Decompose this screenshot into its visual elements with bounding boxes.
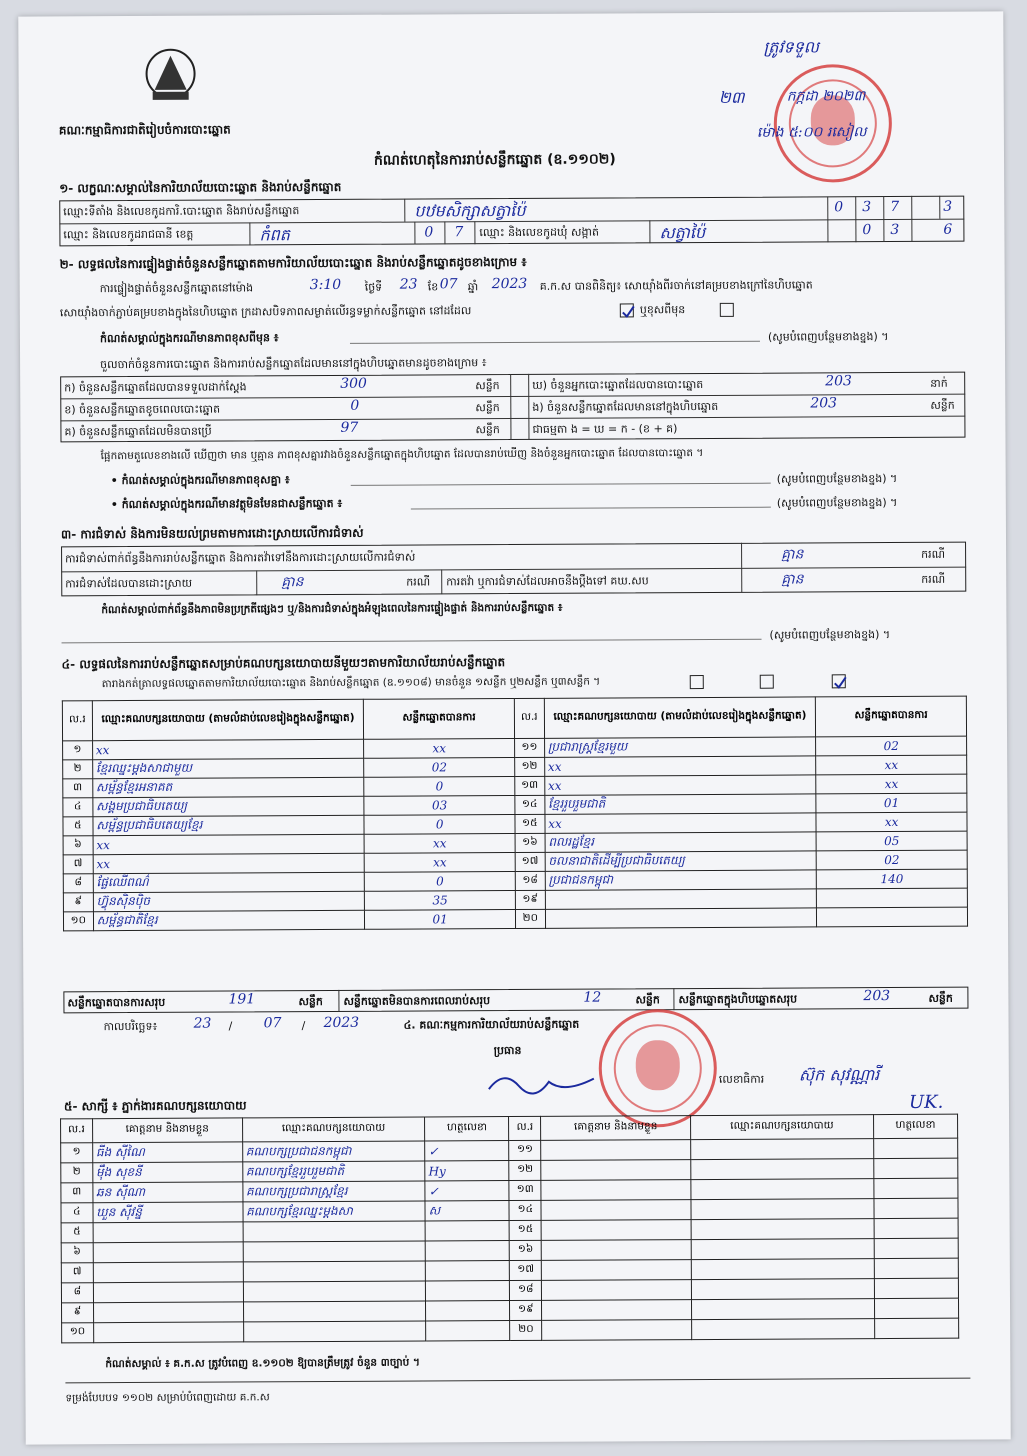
case-unit-2: ករណី	[406, 575, 431, 589]
totals-row	[63, 987, 968, 1014]
sheet-count-3[interactable]	[832, 674, 846, 688]
appeal-value: គ្មាន	[781, 571, 804, 588]
official-seal-bottom	[598, 1009, 717, 1128]
witness-col-no-l: ល.រ	[61, 1119, 93, 1143]
difference-note-suffix: (សូមបំពេញបន្ថែមខាងខ្នង) ។	[776, 471, 898, 486]
witness-signature	[874, 1298, 958, 1318]
witness-party	[243, 1221, 426, 1242]
witness-no: ២០	[510, 1320, 542, 1340]
witness-name	[93, 1242, 243, 1263]
verify-time: 3:10	[309, 276, 342, 294]
party-name: ចលនាជាតិដើម្បីប្រជាធិបតេយ្យ	[545, 851, 817, 871]
date-year: 2023	[323, 1014, 360, 1032]
party-name: ពលរដ្ឋខ្មែរ	[545, 832, 817, 852]
witness-no: ១៧	[510, 1260, 542, 1280]
witness-signature	[874, 1178, 958, 1198]
witness-signature	[426, 1281, 510, 1301]
results-col-votes-r: សន្លឹកឆ្នោតបានការ	[816, 696, 967, 737]
witness-name	[542, 1280, 692, 1301]
stamp-note-3: កក្កដា ២០២៣	[786, 88, 866, 105]
witness-signature: ✓	[425, 1181, 509, 1201]
party-no: ១៩	[515, 890, 545, 909]
location-value: បឋមសិក្សាសត្វាប៉ៃ	[414, 200, 526, 221]
witness-party	[691, 1239, 874, 1260]
party-name: ខ្មែររួបរួមជាតិ	[545, 794, 817, 814]
location-code-4: 3	[943, 198, 953, 215]
witness-party: គណបក្សខ្មែរឈ្នះម្តងសា	[243, 1201, 426, 1222]
witness-party	[691, 1179, 874, 1200]
party-name	[545, 908, 817, 928]
location-code-2: 3	[862, 199, 872, 216]
witness-no: ១៥	[510, 1220, 542, 1240]
witness-col-name-l: គោត្តនាម និងនាមខ្លួន	[92, 1118, 242, 1143]
form-title: កំណត់ហេតុនៃការរាប់សន្លឹកឆ្នោត (ឧ.១១០២)	[373, 151, 616, 169]
footnote: កំណត់សម្គាល់ ៖ គ.ក.ស ត្រូវបំពេញ ឧ.១១០២ ឱ្យបានត្រឹមត្រូវ ចំនួន ៣ច្បាប់ ។	[105, 1356, 420, 1371]
party-votes: 01	[365, 909, 516, 929]
witness-name	[541, 1240, 691, 1261]
party-name: ហ៊្វុនស៊ិនប៉ិច	[93, 891, 365, 911]
party-name: សង្គមប្រជាធិបតេយ្យ	[93, 796, 365, 816]
party-votes: xx	[364, 738, 515, 758]
chair-signature	[484, 1064, 604, 1105]
party-no: ៦	[63, 836, 93, 855]
witness-signature	[874, 1218, 958, 1238]
resolved-label: ការជំទាស់ដែលបានដោះស្រាយ	[65, 576, 193, 591]
results-row	[63, 907, 967, 931]
witness-party	[243, 1321, 426, 1342]
stamp-note-2: ២៣	[718, 87, 745, 107]
witness-party: គណបក្សប្រជារាស្ត្រខ្មែរ	[242, 1181, 425, 1202]
witness-party	[243, 1241, 426, 1262]
witness-col-name-r: គោត្តនាម និងនាមខ្លួន	[541, 1116, 691, 1141]
commune-value: សត្វាប៉ៃ	[659, 222, 706, 243]
case-unit-1: ករណី	[921, 547, 946, 561]
party-votes: 01	[816, 793, 967, 813]
party-no: ២០	[515, 909, 545, 928]
received-ballots-label: ក) ចំនួនសន្លឹកឆ្នោតដែលបានទទួលដាក់ស្តែង	[64, 380, 247, 395]
unit-ballot-1: សន្លឹក	[475, 379, 500, 393]
party-votes: 02	[364, 757, 515, 777]
witness-party	[691, 1259, 874, 1280]
witness-party	[243, 1301, 426, 1322]
location-code-3: 7	[890, 198, 900, 216]
witness-col-no-r: ល.រ	[509, 1116, 541, 1140]
results-col-party-r: ឈ្មោះគណបក្សនយោបាយ (តាមលំដាប់លេខរៀងក្នុងសន្លឹកឆ្នោត)	[544, 697, 816, 738]
witness-name	[93, 1302, 243, 1323]
witness-signature	[873, 1158, 957, 1178]
commune-code-1: 0	[862, 222, 872, 239]
party-no: ១៦	[515, 833, 545, 852]
witness-signature: ✓	[425, 1141, 509, 1161]
witness-party	[691, 1159, 874, 1180]
witness-name	[541, 1180, 691, 1201]
compare-text: ផ្អែកតាមតួលេខខាងលើ ឃើញថា មាន ឬគ្មាន ភាពខុសគ្នារវាងចំនួនសន្លឹកឆ្នោតក្នុងហិបឆ្នោត ដែលបានរាប់ឃើញ និងចំនួនអ្នកបោះឆ្នោត ដែលបានបោះឆ្នោត ។	[100, 447, 704, 463]
count-intro: ចួលចាក់ចំនួនការបោះឆ្នោត និងការរាប់សន្លឹកឆ្នោតដែលមាននៅក្នុងហិបឆ្នោតមានដូចខាងក្រោម ៖	[100, 356, 487, 372]
party-votes: xx	[816, 774, 967, 794]
witness-signature	[425, 1241, 509, 1261]
location-code-1: 0	[834, 199, 844, 216]
witness-name: ឃួន ស៊ីវន្នី	[93, 1202, 243, 1223]
unit-ballot-2: សន្លឹក	[475, 401, 500, 415]
witness-no: ១២	[509, 1160, 541, 1180]
irregularity-note-suffix: (សូមបំពេញបន្ថែមខាងខ្នង) ។	[769, 628, 891, 642]
witness-no: ២	[61, 1163, 93, 1183]
year-label: ឆ្នាំ	[467, 280, 479, 294]
witness-name	[93, 1322, 243, 1343]
province-label: ឈ្មោះ និងលេខកូដរាជធានី ខេត្ត	[63, 227, 194, 242]
witness-col-party-r: ឈ្មោះគណបក្សនយោបាយ	[691, 1115, 874, 1140]
witness-no: ៣	[61, 1183, 93, 1203]
party-votes	[817, 888, 968, 908]
month-label: ខែ	[427, 280, 439, 294]
foreign-object-note-suffix: (សូមបំពេញបន្ថែមខាងខ្នង) ។	[776, 495, 898, 510]
witness-no: ១	[61, 1143, 93, 1163]
party-no: ៣	[63, 779, 93, 798]
irregularity-note-label: កំណត់សម្គាល់ពាក់ព័ន្ធនឹងភាពមិនប្រក្រតីផ្សេងៗ ឬ/និងការជំទាស់ក្នុងអំឡុងពេលនៃការផ្ទៀងផ្ទាត់ និងការរាប់សន្លឹកឆ្នោត ៖	[101, 601, 563, 617]
results-table	[62, 696, 968, 932]
resolved-value: គ្មាន	[281, 574, 304, 591]
party-name: xx	[93, 853, 365, 873]
witness-no: ៧	[61, 1263, 93, 1283]
witness-party	[691, 1219, 874, 1240]
party-name: សម្ព័ន្ធជាតិខ្មែរ	[93, 910, 365, 930]
stamp-note-4: ម៉ោង ៥:០០ រសៀល	[756, 124, 867, 141]
party-name: xx	[544, 775, 816, 795]
received-ballots-value: 300	[340, 375, 367, 392]
party-no: ៨	[63, 874, 93, 893]
party-no: ៤	[63, 798, 93, 817]
witness-no: ៩	[62, 1303, 94, 1323]
party-votes: xx	[816, 812, 967, 832]
witness-signature	[426, 1301, 510, 1321]
secretary-label: លេខាធិការ	[718, 1072, 765, 1086]
unit-ballot-4: សន្លឹក	[475, 423, 500, 437]
party-no: ១២	[515, 757, 545, 776]
party-no: ១០	[63, 912, 93, 931]
verify-year: 2023	[491, 275, 528, 293]
witness-name	[542, 1320, 692, 1341]
party-votes: xx	[364, 852, 515, 872]
party-votes: 02	[816, 850, 967, 870]
party-votes	[817, 907, 968, 927]
objection-value: គ្មាន	[781, 546, 804, 563]
party-no: ២	[63, 760, 93, 779]
witness-name	[93, 1262, 243, 1283]
witness-signature	[874, 1198, 958, 1218]
results-col-no-l: ល.រ	[62, 701, 92, 741]
results-col-party-l: ឈ្មោះគណបក្សនយោបាយ (តាមលំដាប់លេខរៀងក្នុងសន្លឹកឆ្នោត)	[92, 699, 364, 740]
stamp-note-1: ត្រូវទទួល	[763, 37, 820, 57]
witness-table	[60, 1114, 959, 1344]
witness-col-party-l: ឈ្មោះគណបក្សនយោបាយ	[242, 1117, 425, 1142]
witness-no: ៨	[61, 1283, 93, 1303]
section3-heading: ៣- ការជំទាស់ និងការមិនយល់ព្រមតាមការដោះស្រាយលើការជំទាស់	[60, 525, 364, 542]
change-note-suffix: (សូមបំពេញបន្ថែមខាងខ្នង) ។	[767, 330, 889, 344]
changed-checkbox[interactable]	[720, 303, 734, 317]
total-invalid-value: 12	[583, 989, 602, 1006]
party-name: ប្រជារាស្ត្រខ្មែរមួយ	[544, 737, 816, 757]
difference-note-label: • កំណត់សម្គាល់ក្នុងករណីមានភាពខុសគ្នា ៖	[110, 473, 290, 488]
witness-signature	[425, 1221, 509, 1241]
witness-no: ១៣	[509, 1180, 541, 1200]
section1-heading: ១- លក្ខណៈសម្គាល់នៃការិយាល័យបោះឆ្នោត និងរាប់សន្លឹកឆ្នោត	[59, 179, 342, 196]
witness-name	[93, 1282, 243, 1303]
witness-name	[541, 1200, 691, 1221]
spoiled-ballots-value: 0	[350, 397, 360, 414]
party-votes: 140	[817, 869, 968, 889]
witness-no: ១១	[509, 1140, 541, 1160]
witness-no: ១៩	[510, 1300, 542, 1320]
party-no: ១៣	[515, 776, 545, 795]
witness-name	[541, 1160, 691, 1181]
witness-col-sign-l: ហត្ថលេខា	[425, 1117, 509, 1141]
party-votes: 0	[364, 814, 515, 834]
party-no: ៩	[63, 893, 93, 912]
witness-name	[541, 1260, 691, 1281]
sheet-count-1[interactable]	[690, 675, 704, 689]
unused-ballots-value: 97	[340, 419, 359, 436]
org-name: គណៈកម្មាធិការជាតិរៀបចំការបោះឆ្នោត	[58, 122, 231, 138]
witness-party	[691, 1279, 874, 1300]
party-votes: 0	[364, 776, 515, 796]
witness-party	[692, 1319, 875, 1340]
section4-heading: ៤- លទ្ធផលនៃការរាប់សន្លឹកឆ្នោតសម្រាប់គណបក្សនយោបាយនីមួយៗតាមការិយាល័យរាប់សន្លឹកឆ្នោត	[61, 655, 506, 672]
witness-no: ៤	[61, 1203, 93, 1223]
date-day: 23	[193, 1015, 212, 1032]
foreign-object-note-label: • កំណត់សម្គាល់ក្នុងករណីមានវត្ថុមិនមែនជាសន្លឹកឆ្នោត ៖	[110, 496, 343, 512]
section4-sub: តារាងកត់ត្រាលទ្ធផលឆ្នោតតាមការិយាល័យបោះឆ្នោត និងរាប់សន្លឹកឆ្នោត (ឧ.១១០៨) មានចំនួន ១សន្លឹក ឬ២សន្លឹក ឬ៣សន្លឹក ។	[101, 675, 601, 691]
objection-label: ការជំទាស់ពាក់ព័ន្ធនឹងការរាប់សន្លឹកឆ្នោត និងការតវ៉ាទៅនឹងការដោះស្រាយលើការជំទាស់	[65, 550, 416, 566]
witness-party	[691, 1199, 874, 1220]
witness-signature	[874, 1238, 958, 1258]
witness-signature	[426, 1261, 510, 1281]
party-name	[545, 889, 817, 909]
committee-label: ៤. គណៈកម្មការការិយាល័យរាប់សន្លឹកឆ្នោត	[403, 1017, 580, 1032]
province-code-2: 7	[454, 224, 464, 241]
witness-body	[61, 1138, 959, 1343]
witness-signature	[873, 1138, 957, 1158]
results-col-votes-l: សន្លឹកឆ្នោតបានការ	[364, 699, 515, 740]
sheet-count-2[interactable]	[760, 675, 774, 689]
witness-party	[243, 1281, 426, 1302]
party-name: xx	[92, 739, 364, 759]
verify-line1-rest: គ.ក.ស បានពិនិត្យ៖ សោយ៉ាំងពីរចាក់នៅគម្របខាងក្រៅនៃហិបឆ្នោត	[539, 278, 813, 293]
form-page: គណៈកម្មាធិការជាតិរៀបចំការបោះឆ្នោត ត្រូវទទួល ២៣ កក្កដា ២០២៣ ម៉ោង ៥:០០ រសៀល កំណត់ហេតុនៃការរាប់សន្លឹកឆ្នោត (ឧ.១១០២) ១- លក្ខណៈសម្គាល់នៃការិយាល័យបោះឆ្នោត និងរាប់សន្លឹកឆ្នោត ឈ្មោះទីតាំង និងលេខកូដការិ.បោះឆ្នោត និងរាប់សន្លឹកឆ្នោត បឋមសិក្សាសត្វាប៉ៃ 0 3 7 3 ឈ្មោះ និងលេខកូដរាជធានី ខេត្ត កំពត 0 7 ឈ្មោះ និងលេខកូដឃុំ សង្កាត់ សត្វាប៉ៃ 0 3 6 ២- លទ្ធផលនៃការផ្ទៀងផ្ទាត់ចំនួនសន្លឹកឆ្នោតតាមការិយាល័យបោះឆ្នោត និងរាប់សន្លឹកឆ្នោតដូចខាងក្រោម ៖ ការផ្ទៀងផ្ទាត់ចំនួនសន្លឹកឆ្នោតនៅម៉ោង 3:10 ថ្ងៃទី 23 ខែ 07 ឆ្នាំ 2023 គ.ក.ស បានពិនិត្យ៖ សោយ៉ាំងពីរចាក់នៅគម្របខាងក្រៅនៃហិបឆ្នោត សោយ៉ាំងចាក់ភ្ជាប់គម្របខាងក្នុងនៃហិបឆ្នោត ក្រដាសបិទភាពសម្ងាត់លើរន្ធទម្លាក់សន្លឹកឆ្នោត នៅដដែល ឬខុសពីមុន កំណត់សម្គាល់ក្នុងករណីមានភាពខុសពីមុន ៖ (សូមបំពេញបន្ថែមខាងខ្នង) ។ ចួលចាក់ចំនួនការបោះឆ្នោត និងការរាប់សន្លឹកឆ្នោតដែលមាននៅក្នុងហិបឆ្នោតមានដូចខាងក្រោម ៖ ក) ចំនួនសន្លឹកឆ្នោតដែលបានទទួលដាក់ស្តែង 300 សន្លឹក ឃ) ចំនួនអ្នកបោះឆ្នោតដែលបានបោះឆ្នោត 203 នាក់ ខ) ចំនួនសន្លឹកឆ្នោតខូចពេលបោះឆ្នោត 0 សន្លឹក ង) ចំនួនសន្លឹកឆ្នោតដែលមាននៅក្នុងហិបឆ្នោត 203 សន្លឹក គ) ចំនួនសន្លឹកឆ្នោតដែលមិនបានប្រើ 97 សន្លឹក ជាធម្មតា ង = ឃ = ក - (ខ + គ) ផ្អែកតាមតួលេខខាងលើ ឃើញថា មាន ឬគ្មាន ភាពខុសគ្នារវាងចំនួនសន្លឹកឆ្នោតក្នុងហិបឆ្នោត ដែលបានរាប់ឃើញ និងចំនួនអ្នកបោះឆ្នោត ដែលបានបោះឆ្នោត ។ • កំណត់សម្គាល់ក្នុងករណីមានភាពខុសគ្នា ៖ (សូមបំពេញបន្ថែមខាងខ្នង) ។ • កំណត់សម្គាល់ក្នុងករណីមានវត្ថុមិនមែនជាសន្លឹកឆ្នោត ៖ (សូមបំពេញបន្ថែមខាងខ្នង) ។ ៣- ការជំទាស់ និងការមិនយល់ព្រមតាមការដោះស្រាយលើការជំទាស់ ការជំទាស់ពាក់ព័ន្ធនឹងការរាប់សន្លឹកឆ្នោត និងការតវ៉ាទៅនឹងការដោះស្រាយលើការជំទាស់ គ្មាន ករណី ការជំទាស់ដែលបានដោះស្រាយ គ្មាន ករណី ការតវ៉ា ឬការជំទាស់ដែលអាចនឹងប្តឹងទៅ គឃ.សប គ្មាន ករណី កំណត់សម្គាល់ពាក់ព័ន្ធនឹងភាពមិនប្រក្រតីផ្សេងៗ ឬ/និងការជំទាស់ក្នុងអំឡុងពេលនៃការផ្ទៀងផ្ទាត់ និងការរាប់សន្លឹកឆ្នោត ៖ (សូមបំពេញបន្ថែមខាងខ្នង) ។ ៤- លទ្ធផលនៃការរាប់សន្លឹកឆ្នោតសម្រាប់គណបក្សនយោបាយនីមួយៗតាមការិយាល័យរាប់សន្លឹកឆ្នោត តារាងកត់ត្រាលទ្ធផលឆ្នោតតាមការិយាល័យបោះឆ្នោត និងរាប់សន្លឹកឆ្នោត (ឧ.១១០៨) មានចំនួន ១សន្លឹក ឬ២សន្លឹក ឬ៣សន្លឹក ។ ល.រ ឈ្មោះគណបក្សនយោបាយ (តាមលំដាប់លេខរៀងក្នុងសន្លឹកឆ្នោត) សន្លឹកឆ្នោតបានការ ល.រ ឈ្មោះគណបក្សនយោបាយ (តាមលំដាប់លេខរៀងក្នុងសន្លឹកឆ្នោត) សន្លឹកឆ្នោតបានការ ១ xx xx ១១ ប្រជារាស្ត្រខ្មែរមួយ 02 ២ ខ្មែរឈ្នះម្តងសាជាមួយ 02 ១២ xx xx ៣ សម្ព័ន្ធខ្មែរអនាគត 0 ១៣ xx xx ៤ សង្គមប្រជាធិបតេយ្យ 03 ១៤ ខ្មែររួបរួមជាតិ 01 ៥ សម្ព័ន្ធប្រជាធិបតេយ្យខ្មែរ 0 ១៥ xx xx ៦ xx xx ១៦ ពលរដ្ឋខ្មែរ 05 ៧ xx xx ១៧ ចលនាជាតិដើម្បីប្រជាធិបតេយ្យ 02 ៨ ផ្លែឈើពណ៌ 0 ១៨ ប្រជាជនកម្ពុជា 140 ៩ ហ៊្វុនស៊ិនប៉ិច 35 ១៩ ១០ សម្ព័ន្ធជាតិខ្មែរ 01 ២០ សន្លឹកឆ្នោតបានការសរុប 191 សន្លឹក សន្លឹកឆ្នោតមិនបានការពេលរាប់សរុប 12 សន្លឹក សន្លឹកឆ្នោតក្នុងហិបឆ្នោតសរុប 203 សន្លឹក កាលបរិច្ឆេទ៖ 23 / 07 / 2023 ៤. គណៈកម្មការការិយាល័យរាប់សន្លឹកឆ្នោត ប្រធាន លេខាធិការ ស៊ុក សុវណ្ណារី UK. ៥- សាក្សី ៖ ភ្នាក់ងារគណបក្សនយោបាយ ល.រ គោត្តនាម និងនាមខ្លួន ឈ្មោះគណបក្សនយោបាយ ហត្ថលេខា ល.រ គោត្តនាម និងនាមខ្លួន ឈ្មោះគណបក្សនយោបាយ ហត្ថលេខា ១ ធីង ស៊ីណៃ គណបក្សប្រជាជនកម្ពុជា ✓ ១១ ២ ម៉ឹង សុខនី គណបក្សខ្មែររួបរួមជាតិ Hy ១២ ៣ ឆន ស៊ីណា គណបក្សប្រជារាស្ត្រខ្មែរ ✓ ១៣ ៤ ឃួន ស៊ីវន្នី គណបក្សខ្មែរឈ្នះម្តងសា ស ១៤ ៥ ១៥ ៦ ១៦ ៧ ១៧ ៨ ១៨ ៩ ១៩ ១០ ២០ កំណត់សម្គាល់ ៖ គ.ក.ស ត្រូវបំពេញ ឧ.១១០២ ឱ្យបានត្រឹមត្រូវ ចំនួន ៣ច្បាប់ ។ ទម្រង់បែបបទ ១១០២ សម្រាប់បំពេញដោយ គ.ក.ស	[18, 11, 1010, 1444]
verify-time-label: ការផ្ទៀងផ្ទាត់ចំនួនសន្លឹកឆ្នោតនៅម៉ោង	[99, 281, 254, 296]
party-no: ១១	[515, 738, 545, 757]
date-label: កាលបរិច្ឆេទ៖	[103, 1019, 158, 1034]
party-name: សម្ព័ន្ធខ្មែរអនាគត	[92, 777, 364, 797]
party-name: ខ្មែរឈ្នះម្តងសាជាមួយ	[92, 758, 364, 778]
voters-value: 203	[825, 373, 852, 390]
witness-party	[243, 1261, 426, 1282]
witness-party	[692, 1299, 875, 1320]
box-ballots-value: 203	[810, 395, 838, 412]
results-col-no-r: ល.រ	[514, 698, 544, 738]
date-month: 07	[263, 1015, 282, 1032]
spoiled-ballots-label: ខ) ចំនួនសន្លឹកឆ្នោតខូចពេលបោះឆ្នោត	[64, 402, 221, 417]
party-name: xx	[544, 756, 816, 776]
witness-party: គណបក្សប្រជាជនកម្ពុជា	[242, 1141, 425, 1162]
party-no: ១៧	[515, 852, 545, 871]
province-value: កំពត	[259, 225, 290, 245]
party-name: xx	[545, 813, 817, 833]
party-votes: xx	[816, 755, 967, 775]
same-checkbox[interactable]	[620, 303, 634, 317]
witness-name: ម៉ឹង សុខនី	[92, 1162, 242, 1183]
province-code-1: 0	[424, 224, 434, 241]
witness-signature: ស	[425, 1201, 509, 1221]
witness-party: គណបក្សខ្មែររួបរួមជាតិ	[242, 1161, 425, 1182]
chair-label: ប្រធាន	[493, 1043, 522, 1058]
witness-name	[542, 1300, 692, 1321]
witness-name: ឆន ស៊ីណា	[93, 1182, 243, 1203]
witness-name: ធីង ស៊ីណៃ	[92, 1142, 242, 1163]
total-invalid-unit: សន្លឹក	[635, 993, 660, 1007]
witness-no: ១៨	[510, 1280, 542, 1300]
party-votes: 05	[816, 831, 967, 851]
party-votes: 0	[365, 871, 516, 891]
unused-ballots-label: គ) ចំនួនសន្លឹកឆ្នោតដែលមិនបានប្រើ	[64, 424, 212, 439]
witness-signature	[874, 1278, 958, 1298]
party-no: ៥	[63, 817, 93, 836]
results-body	[63, 736, 968, 931]
party-no: ១៨	[515, 871, 545, 890]
witness-signature: Hy	[425, 1161, 509, 1181]
changed-option-label: ឬខុសពីមុន	[639, 303, 686, 317]
party-votes: 35	[365, 890, 516, 910]
case-unit-3: ករណី	[921, 572, 946, 586]
change-note-label: កំណត់សម្គាល់ក្នុងករណីមានភាពខុសពីមុន ៖	[99, 331, 279, 346]
witness-no: ១០	[62, 1323, 94, 1343]
party-votes: 02	[816, 736, 967, 756]
total-box-label: សន្លឹកឆ្នោតក្នុងហិបឆ្នោតសរុប	[678, 992, 798, 1007]
total-box-value: 203	[863, 988, 891, 1005]
commune-code-3: 6	[943, 221, 953, 238]
unit-ballot-3: សន្លឹក	[930, 398, 955, 412]
secretary-name: ស៊ុក សុវណ្ណារី	[798, 1065, 880, 1085]
location-label: ឈ្មោះទីតាំង និងលេខកូដការិ.បោះឆ្នោត និងរាប់សន្លឹកឆ្នោត	[63, 204, 300, 219]
witness-row	[62, 1318, 959, 1343]
party-name: xx	[93, 834, 365, 854]
party-name: ប្រជាជនកម្ពុជា	[545, 870, 817, 890]
party-name: ផ្លែឈើពណ៌	[93, 872, 365, 892]
total-valid-value: 191	[228, 991, 256, 1008]
emblem-logo	[138, 46, 202, 106]
witness-signature	[874, 1318, 958, 1338]
form-bottom-note: ទម្រង់បែបបទ ១១០២ សម្រាប់បំពេញដោយ គ.ក.ស	[65, 1391, 270, 1405]
section5-heading: ៥- សាក្សី ៖ ភ្នាក់ងារគណបក្សនយោបាយ	[63, 1098, 247, 1114]
party-no: ១៥	[515, 814, 545, 833]
party-no: ១៤	[515, 795, 545, 814]
secretary-signature: UK.	[908, 1091, 944, 1113]
witness-name	[541, 1140, 691, 1161]
box-ballots-label: ង) ចំនួនសន្លឹកឆ្នោតដែលមាននៅក្នុងហិបឆ្នោត	[532, 399, 719, 414]
total-valid-label: សន្លឹកឆ្នោតបានការសរុប	[67, 995, 166, 1010]
witness-no: ៥	[61, 1223, 93, 1243]
commune-label: ឈ្មោះ និងលេខកូដឃុំ សង្កាត់	[479, 225, 599, 240]
witness-signature	[426, 1321, 510, 1341]
witness-name	[93, 1222, 243, 1243]
total-box-unit: សន្លឹក	[928, 991, 953, 1005]
verify-day: 23	[399, 276, 418, 293]
party-votes: xx	[364, 833, 515, 853]
appeal-label: ការតវ៉ា ឬការជំទាស់ដែលអាចនឹងប្តឹងទៅ គឃ.សប	[446, 574, 649, 589]
formula: ជាធម្មតា ង = ឃ = ក - (ខ + គ)	[532, 422, 678, 436]
unit-person: នាក់	[930, 376, 948, 390]
party-name: សម្ព័ន្ធប្រជាធិបតេយ្យខ្មែរ	[93, 815, 365, 835]
party-votes: 03	[364, 795, 515, 815]
witness-no: ៦	[61, 1243, 93, 1263]
day-label: ថ្ងៃទី	[364, 280, 383, 294]
section2-heading: ២- លទ្ធផលនៃការផ្ទៀងផ្ទាត់ចំនួនសន្លឹកឆ្នោតតាមការិយាល័យបោះឆ្នោត និងរាប់សន្លឹកឆ្នោតដូចខាងក្រោម ៖	[59, 254, 527, 272]
verify-month: 07	[439, 276, 458, 293]
witness-name	[541, 1220, 691, 1241]
party-no: ១	[63, 741, 93, 760]
witness-signature	[874, 1258, 958, 1278]
verify-line2: សោយ៉ាំងចាក់ភ្ជាប់គម្របខាងក្នុងនៃហិបឆ្នោត ក្រដាសបិទភាពសម្ងាត់លើរន្ធទម្លាក់សន្លឹកឆ្នោត នៅដដែល	[59, 304, 472, 320]
party-no: ៧	[63, 855, 93, 874]
total-valid-unit: សន្លឹក	[298, 995, 323, 1009]
voters-label: ឃ) ចំនួនអ្នកបោះឆ្នោតដែលបានបោះឆ្នោត	[532, 378, 704, 392]
witness-party	[691, 1139, 874, 1160]
witness-no: ១៦	[510, 1240, 542, 1260]
witness-no: ១៤	[509, 1200, 541, 1220]
total-invalid-label: សន្លឹកឆ្នោតមិនបានការពេលរាប់សរុប	[343, 994, 491, 1008]
commune-code-2: 3	[890, 221, 900, 239]
witness-col-sign-r: ហត្ថលេខា	[873, 1114, 957, 1138]
